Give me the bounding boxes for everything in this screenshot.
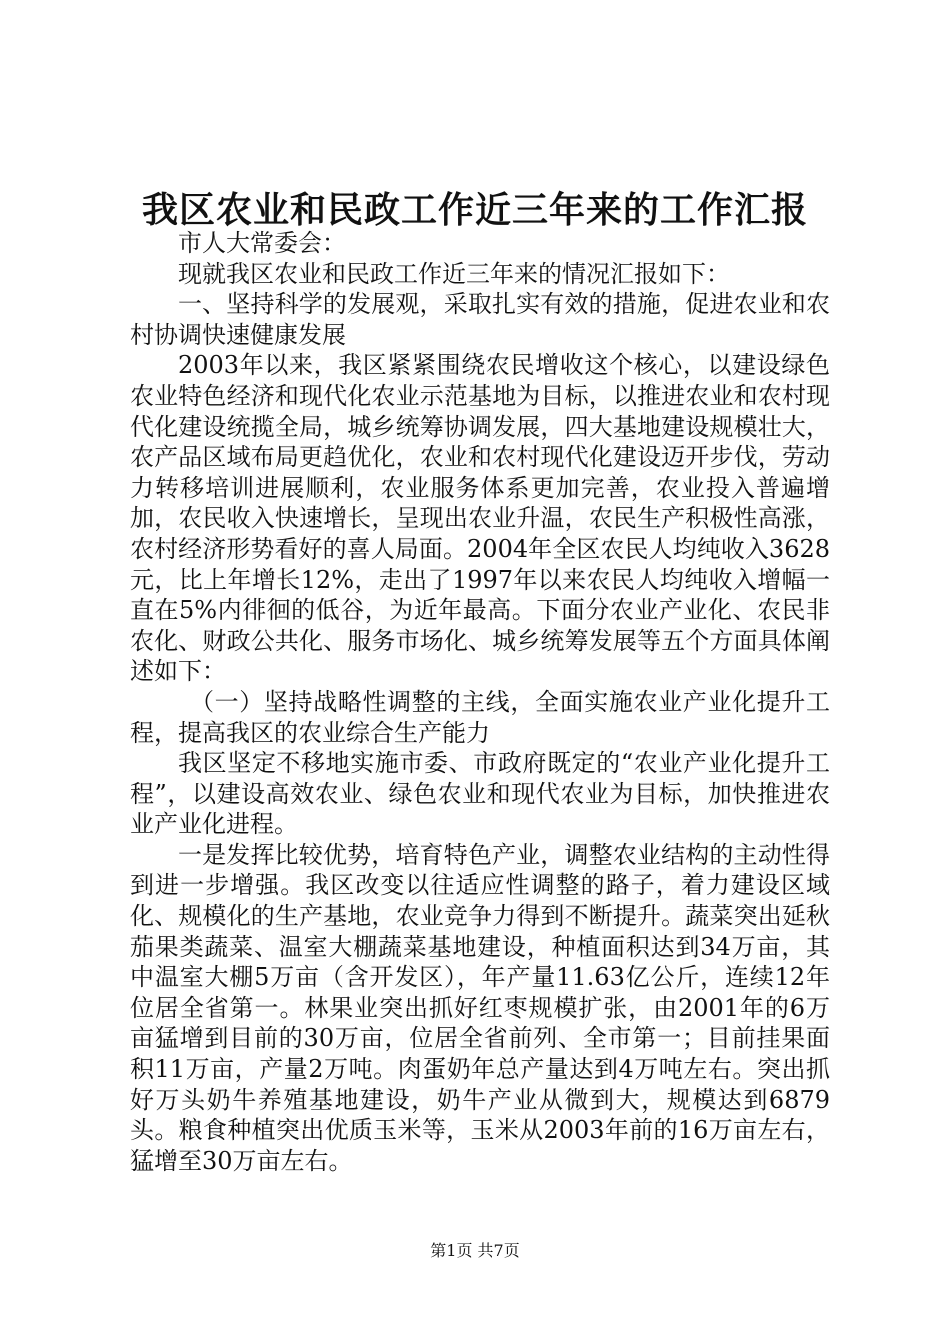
- page-number: 第1页 共7页: [430, 1241, 520, 1260]
- paragraph-intro: 现就我区农业和民政工作近三年来的情况汇报如下：: [178, 259, 730, 288]
- paragraph-strategy: 我区坚定不移地实施市委、市政府既定的“农业产业化提升工程”，以建设高效农业、绿色农业和现代农业为目标，加快推进农业产业化进程。: [130, 749, 830, 839]
- document-title: 我区农业和民政工作近三年来的工作汇报: [141, 189, 808, 231]
- subsection-heading-1: （一）坚持战略性调整的主线，全面实施农业产业化提升工程，提高我区的农业综合生产能力: [130, 687, 830, 747]
- paragraph-overview: 2003年以来，我区紧紧围绕农民增收这个核心，以建设绿色农业特色经济和现代化农业示范基地为目标，以推进农业和农村现代化建设统揽全局，城乡统筹协调发展，四大基地建设规模壮大，农产品区域布局更趋优化，农业和农村现代化建设迈开步伐，劳动力转移培训进展顺利，农业服务体系更加完善，农业投入普遍增加，农民收入快速增长，呈现出农业升温，农民生产积极性高涨，农村经济形势看好的喜人局面。2004年全区农民人均纯收入3628元，比上年增长12%，走出了1997年以来农民人均纯收入增幅一直在5%内徘徊的低谷，为近年最高。下面分农业产业化、农民非农化、财政公共化、服务市场化、城乡统筹发展等五个方面具体阐述如下：: [130, 351, 830, 686]
- document-body: [130, 228, 830, 1176]
- section-heading-1: 一、坚持科学的发展观，采取扎实有效的措施，促进农业和农村协调快速健康发展: [130, 290, 830, 349]
- paragraph-industry: 一是发挥比较优势，培育特色产业，调整农业结构的主动性得到进一步增强。我区改变以往适应性调整的路子，着力建设区域化、规模化的生产基地，农业竞争力得到不断提升。蔬菜突出延秋茄果类蔬菜、温室大棚蔬菜基地建设，种植面积达到34万亩，其中温室大棚5万亩（含开发区），年产量11.63亿公斤，连续12年位居全省第一。林果业突出抓好红枣规模扩张，由2001年的6万亩猛增到目前的30万亩，位居全省前列、全市第一；目前挂果面积11万亩，产量2万吨。肉蛋奶年总产量达到4万吨左右。突出抓好万头奶牛养殖基地建设，奶牛产业从微到大，规模达到6879头。粮食种植突出优质玉米等，玉米从2003年前的16万亩左右，猛增至30万亩左右。: [130, 840, 830, 1175]
- salutation: 市人大常委会：: [178, 229, 346, 257]
